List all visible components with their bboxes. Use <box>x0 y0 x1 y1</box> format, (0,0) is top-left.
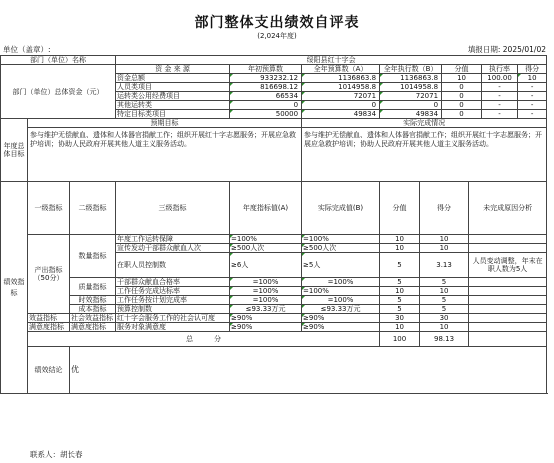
perf-score: 5 <box>380 253 420 278</box>
goals-actual-text: 参与维护无偿献血、遗体和人体器官捐献工作；组织开展红十字志愿服务；开展应急救护培训；协助人民政府开展其他人道主义服务活动。 <box>302 128 547 182</box>
perf-l2-benefit: 社会效益指标 <box>70 314 116 323</box>
funds-header-rate: 执行率 <box>482 65 518 74</box>
fund-score: 0 <box>442 92 482 101</box>
funds-header-initial: 年初预算数 <box>230 65 302 74</box>
perf-reason <box>469 323 547 332</box>
perf-l2-time: 时效指标 <box>70 296 116 305</box>
perf-target: =100% <box>230 287 302 296</box>
perf-l2-quality: 质量指标 <box>70 278 116 296</box>
perf-header-l2: 二级指标 <box>70 182 116 235</box>
perf-l3: 预算控制数 <box>116 305 230 314</box>
perf-l1-output: 产出指标（50分） <box>28 235 70 314</box>
perf-score: 5 <box>380 278 420 287</box>
perf-l2-cost: 成本指标 <box>70 305 116 314</box>
perf-score: 5 <box>380 296 420 305</box>
funds-header-source: 资 金 来 源 <box>116 65 230 74</box>
perf-score: 10 <box>380 235 420 244</box>
funds-header-exec: 全年执行数（B） <box>380 65 442 74</box>
report-title: 部门整体支出绩效自评表 <box>194 15 360 31</box>
perf-reason <box>469 296 547 305</box>
perf-actual: ≥500人次 <box>302 244 380 253</box>
perf-got: 10 <box>420 287 469 296</box>
perf-got: 5 <box>420 305 469 314</box>
fund-exec: 1014958.8 <box>380 83 442 92</box>
goals-actual-header: 实际完成情况 <box>302 119 547 128</box>
total-label: 总 分 <box>28 332 380 347</box>
funds-row-label: 部门（单位）总体资金（元） <box>1 65 116 119</box>
funds-header-row <box>1 65 547 74</box>
conclusion-value: 优 <box>70 347 547 394</box>
perf-l3: 年度工作运转保障 <box>116 235 230 244</box>
perf-actual: ≥90% <box>302 323 380 332</box>
fund-rate: - <box>482 110 518 119</box>
unit-label: 单位（盖章）: <box>3 45 51 54</box>
perf-row <box>1 305 547 314</box>
perf-header-row <box>1 182 547 235</box>
fund-budget: 1014958.8 <box>302 83 380 92</box>
conclusion-label: 绩效结论 <box>28 347 70 394</box>
fund-rate: - <box>482 101 518 110</box>
perf-got: 5 <box>420 278 469 287</box>
fund-budget: 49834 <box>302 110 380 119</box>
contact-person: 联系人：胡长春 <box>30 450 83 459</box>
perf-actual: =100% <box>302 287 380 296</box>
funds-header-budget: 全年预算数（A） <box>302 65 380 74</box>
perf-l2-satisfaction: 满意度指标 <box>70 323 116 332</box>
perf-actual: =100% <box>302 296 380 305</box>
perf-actual: ≤93.33万元 <box>302 305 380 314</box>
perf-got: 5 <box>420 296 469 305</box>
perf-l2-quantity: 数量指标 <box>70 235 116 278</box>
fund-got: - <box>518 101 547 110</box>
fund-initial: 0 <box>230 101 302 110</box>
perf-l3: 红十字会服务工作的社会认可度 <box>116 314 230 323</box>
fund-got: - <box>518 110 547 119</box>
perf-reason <box>469 235 547 244</box>
total-score: 100 <box>380 332 420 347</box>
perf-l1-satisfaction: 满意度指标 <box>28 323 70 332</box>
perf-reason <box>469 314 547 323</box>
perf-l3: 工作任务按计划完成率 <box>116 296 230 305</box>
perf-header-l3: 三级指标 <box>116 182 230 235</box>
goals-text-row <box>1 128 547 182</box>
fund-exec: 49834 <box>380 110 442 119</box>
perf-row <box>1 323 547 332</box>
total-row <box>1 332 547 347</box>
perf-actual: =100% <box>302 235 380 244</box>
perf-reason <box>469 278 547 287</box>
fund-exec: 1136863.8 <box>380 74 442 83</box>
perf-l3: 宣传发动干部群众献血人次 <box>116 244 230 253</box>
total-got: 98.13 <box>420 332 469 347</box>
perf-header-reason: 未完成原因分析 <box>469 182 547 235</box>
fund-score: 10 <box>442 74 482 83</box>
fund-exec: 0 <box>380 101 442 110</box>
report-year: (2,024年度) <box>257 32 297 40</box>
perf-l3: 服务对象满意度 <box>116 323 230 332</box>
perf-score: 10 <box>380 244 420 253</box>
fund-name: 运转类公用经费项目 <box>116 92 230 101</box>
perf-reason <box>469 287 547 296</box>
dept-label: 部门（单位）名称 <box>1 56 116 65</box>
perf-score: 10 <box>380 323 420 332</box>
fund-budget: 1136863.8 <box>302 74 380 83</box>
fund-name: 资金总额 <box>116 74 230 83</box>
fund-rate: - <box>482 92 518 101</box>
fund-name: 其他运转类 <box>116 101 230 110</box>
perf-reason <box>469 305 547 314</box>
perf-row <box>1 235 547 244</box>
perf-got: 10 <box>420 323 469 332</box>
dept-value: 绥阳县红十字会 <box>116 56 547 65</box>
funds-header-got: 得分 <box>518 65 547 74</box>
fund-got: - <box>518 83 547 92</box>
fund-budget: 72071 <box>302 92 380 101</box>
perf-got: 10 <box>420 244 469 253</box>
fund-name: 人员类项目 <box>116 83 230 92</box>
fund-score: 0 <box>442 110 482 119</box>
perf-row <box>1 296 547 305</box>
perf-l3: 在职人员控制数 <box>116 253 230 278</box>
perf-target: ≥6人 <box>230 253 302 278</box>
fund-initial: 933232.12 <box>230 74 302 83</box>
perf-target: ≤93.33万元 <box>230 305 302 314</box>
perf-l3: 干部群众献血合格率 <box>116 278 230 287</box>
perf-header-l1: 一级指标 <box>28 182 70 235</box>
perf-row <box>1 278 547 287</box>
fund-name: 特定目标类项目 <box>116 110 230 119</box>
perf-target: =100% <box>230 235 302 244</box>
perf-header-got: 得分 <box>420 182 469 235</box>
fund-rate: 100.00 <box>482 74 518 83</box>
perf-actual: ≥5人 <box>302 253 380 278</box>
perf-target: =100% <box>230 296 302 305</box>
self-evaluation-table <box>0 55 547 394</box>
fund-rate: - <box>482 83 518 92</box>
perf-target: ≥90% <box>230 323 302 332</box>
perf-actual: =100% <box>302 278 380 287</box>
perf-row <box>1 314 547 323</box>
perf-header-actual: 实际完成值(B) <box>302 182 380 235</box>
fund-initial: 66534 <box>230 92 302 101</box>
dept-row <box>1 56 547 65</box>
fill-date: 填报日期: 2025/01/02 <box>467 45 546 54</box>
fund-score: 0 <box>442 83 482 92</box>
perf-score: 5 <box>380 305 420 314</box>
conclusion-row <box>1 347 547 394</box>
perf-header-target: 年度指标值(A) <box>230 182 302 235</box>
perf-score: 30 <box>380 314 420 323</box>
fund-budget: 0 <box>302 101 380 110</box>
perf-target: ≥500人次 <box>230 244 302 253</box>
goals-expected-text: 参与维护无偿献血、遗体和人体器官捐献工作；组织开展红十字志愿服务；开展应急救护培训；协助人民政府开展其他人道主义服务活动。 <box>28 128 302 182</box>
goals-expected-header: 预期目标 <box>28 119 302 128</box>
perf-reason <box>469 244 547 253</box>
perf-reason: 人员变动调整，年末在职人数为5人 <box>469 253 547 278</box>
fund-got: 10 <box>518 74 547 83</box>
perf-row-label: 绩效指标 <box>1 182 28 394</box>
fund-initial: 50000 <box>230 110 302 119</box>
fund-exec: 72071 <box>380 92 442 101</box>
perf-header-score: 分值 <box>380 182 420 235</box>
perf-l1-benefit: 效益指标 <box>28 314 70 323</box>
fund-initial: 816698.12 <box>230 83 302 92</box>
goals-row-label: 年度总体目标 <box>1 119 28 182</box>
perf-target: ≥90% <box>230 314 302 323</box>
perf-got: 30 <box>420 314 469 323</box>
fund-score: 0 <box>442 101 482 110</box>
funds-header-score: 分值 <box>442 65 482 74</box>
fund-got: - <box>518 92 547 101</box>
perf-got: 3.13 <box>420 253 469 278</box>
goals-header-row <box>1 119 547 128</box>
perf-target: =100% <box>230 278 302 287</box>
perf-l3: 工作任务完成达标率 <box>116 287 230 296</box>
perf-got: 10 <box>420 235 469 244</box>
perf-actual: ≥90% <box>302 314 380 323</box>
perf-score: 10 <box>380 287 420 296</box>
